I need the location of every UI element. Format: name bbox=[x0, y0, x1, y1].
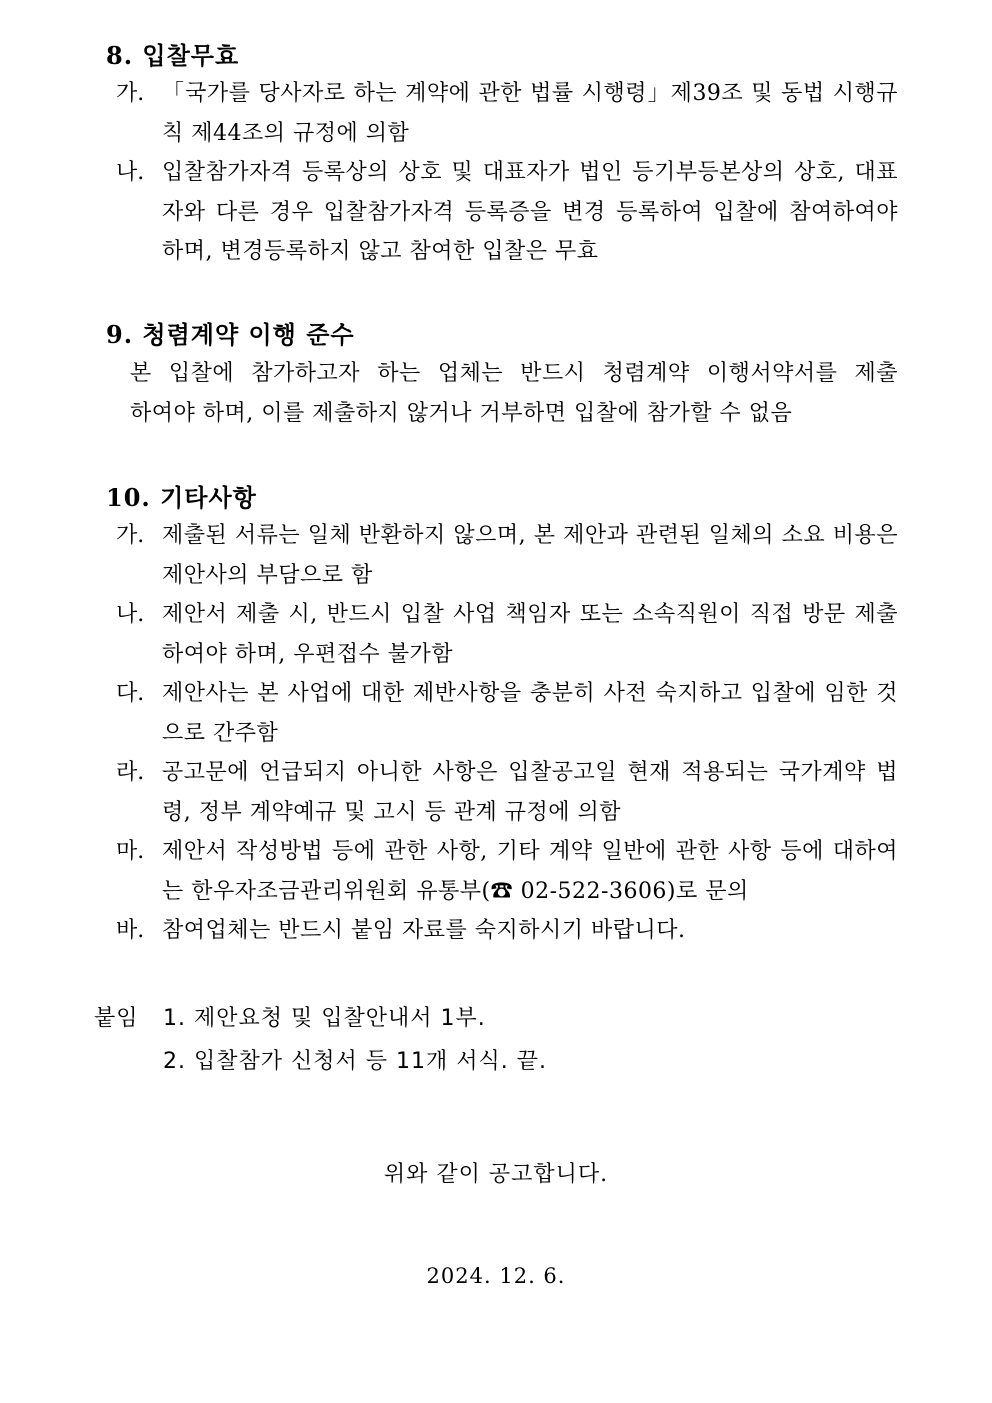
item-text: 제출된 서류는 일체 반환하지 않으며, 본 제안과 관련된 일체의 소요 비용은 제안사의 부담으로 함 bbox=[162, 523, 898, 588]
item-text: 참여업체는 반드시 붙임 자료를 숙지하시기 바랍니다. bbox=[162, 918, 686, 943]
item-marker: 나. bbox=[116, 602, 145, 627]
item-marker: 바. bbox=[116, 918, 145, 943]
item-text: 「국가를 당사자로 하는 계약에 관한 법률 시행령」제39조 및 동법 시행규칙 제44조의 규정에 의함 bbox=[162, 81, 898, 146]
section-8-item-ga bbox=[116, 74, 898, 153]
section-9-line-2: 하여야 하며, 이를 제출하지 않거나 거부하면 입찰에 참가할 수 없음 bbox=[130, 401, 793, 426]
section-9-line-1: 본 입찰에 참가하고자 하는 업체는 반드시 청렴계약 이행서약서를 제출 bbox=[130, 361, 898, 386]
attachment-line-2: 2. 입찰참가 신청서 등 11개 서식. 끝. bbox=[163, 1049, 547, 1074]
section-8-item-na bbox=[116, 153, 898, 272]
item-marker: 라. bbox=[116, 760, 145, 785]
item-text: 제안사는 본 사업에 대한 제반사항을 충분히 사전 숙지하고 입찰에 임한 것으로 간주함 bbox=[162, 681, 898, 746]
announcement-date: 2024. 12. 6. bbox=[426, 1264, 566, 1288]
section-10-item-na bbox=[116, 595, 898, 674]
attachment-line-1: 1. 제안요청 및 입찰안내서 1부. bbox=[163, 1006, 486, 1031]
section-9-paragraph bbox=[130, 354, 898, 434]
item-text: 입찰참가자격 등록상의 상호 및 대표자가 법인 등기부등본상의 상호, 대표자와 다른 경우 입찰참가자격 등록증을 변경 등록하여 입찰에 참여하여야 하며, 변경등록하지 않고 참여한 입찰은 무효 bbox=[162, 160, 898, 264]
section-10-item-ba bbox=[116, 911, 898, 951]
item-text: 제안서 작성방법 등에 관한 사항, 기타 계약 일반에 관한 사항 등에 대하여는 한우자조금관리위원회 유통부(☎ 02-522-3606)로 문의 bbox=[162, 839, 898, 904]
section-10-item-da bbox=[116, 674, 898, 753]
attachment-label: 붙임 bbox=[94, 1006, 139, 1031]
section-10-item-ga bbox=[116, 516, 898, 595]
section-8-heading: 8. 입찰무효 bbox=[106, 41, 240, 70]
item-marker: 가. bbox=[116, 523, 145, 548]
item-marker: 다. bbox=[116, 681, 145, 706]
section-10-heading: 10. 기타사항 bbox=[106, 483, 257, 512]
section-9-heading: 9. 청렴계약 이행 준수 bbox=[106, 320, 355, 349]
item-marker: 마. bbox=[116, 839, 145, 864]
section-10-item-ra bbox=[116, 753, 898, 832]
closing-statement: 위와 같이 공고합니다. bbox=[383, 1162, 609, 1187]
section-10-item-ma bbox=[116, 832, 898, 911]
item-text: 제안서 제출 시, 반드시 입찰 사업 책임자 또는 소속직원이 직접 방문 제출하여야 하며, 우편접수 불가함 bbox=[162, 602, 898, 667]
item-text: 공고문에 언급되지 아니한 사항은 입찰공고일 현재 적용되는 국가계약 법령, 정부 계약예규 및 고시 등 관계 규정에 의함 bbox=[162, 760, 898, 825]
item-marker: 가. bbox=[116, 81, 145, 106]
item-marker: 나. bbox=[116, 160, 145, 185]
